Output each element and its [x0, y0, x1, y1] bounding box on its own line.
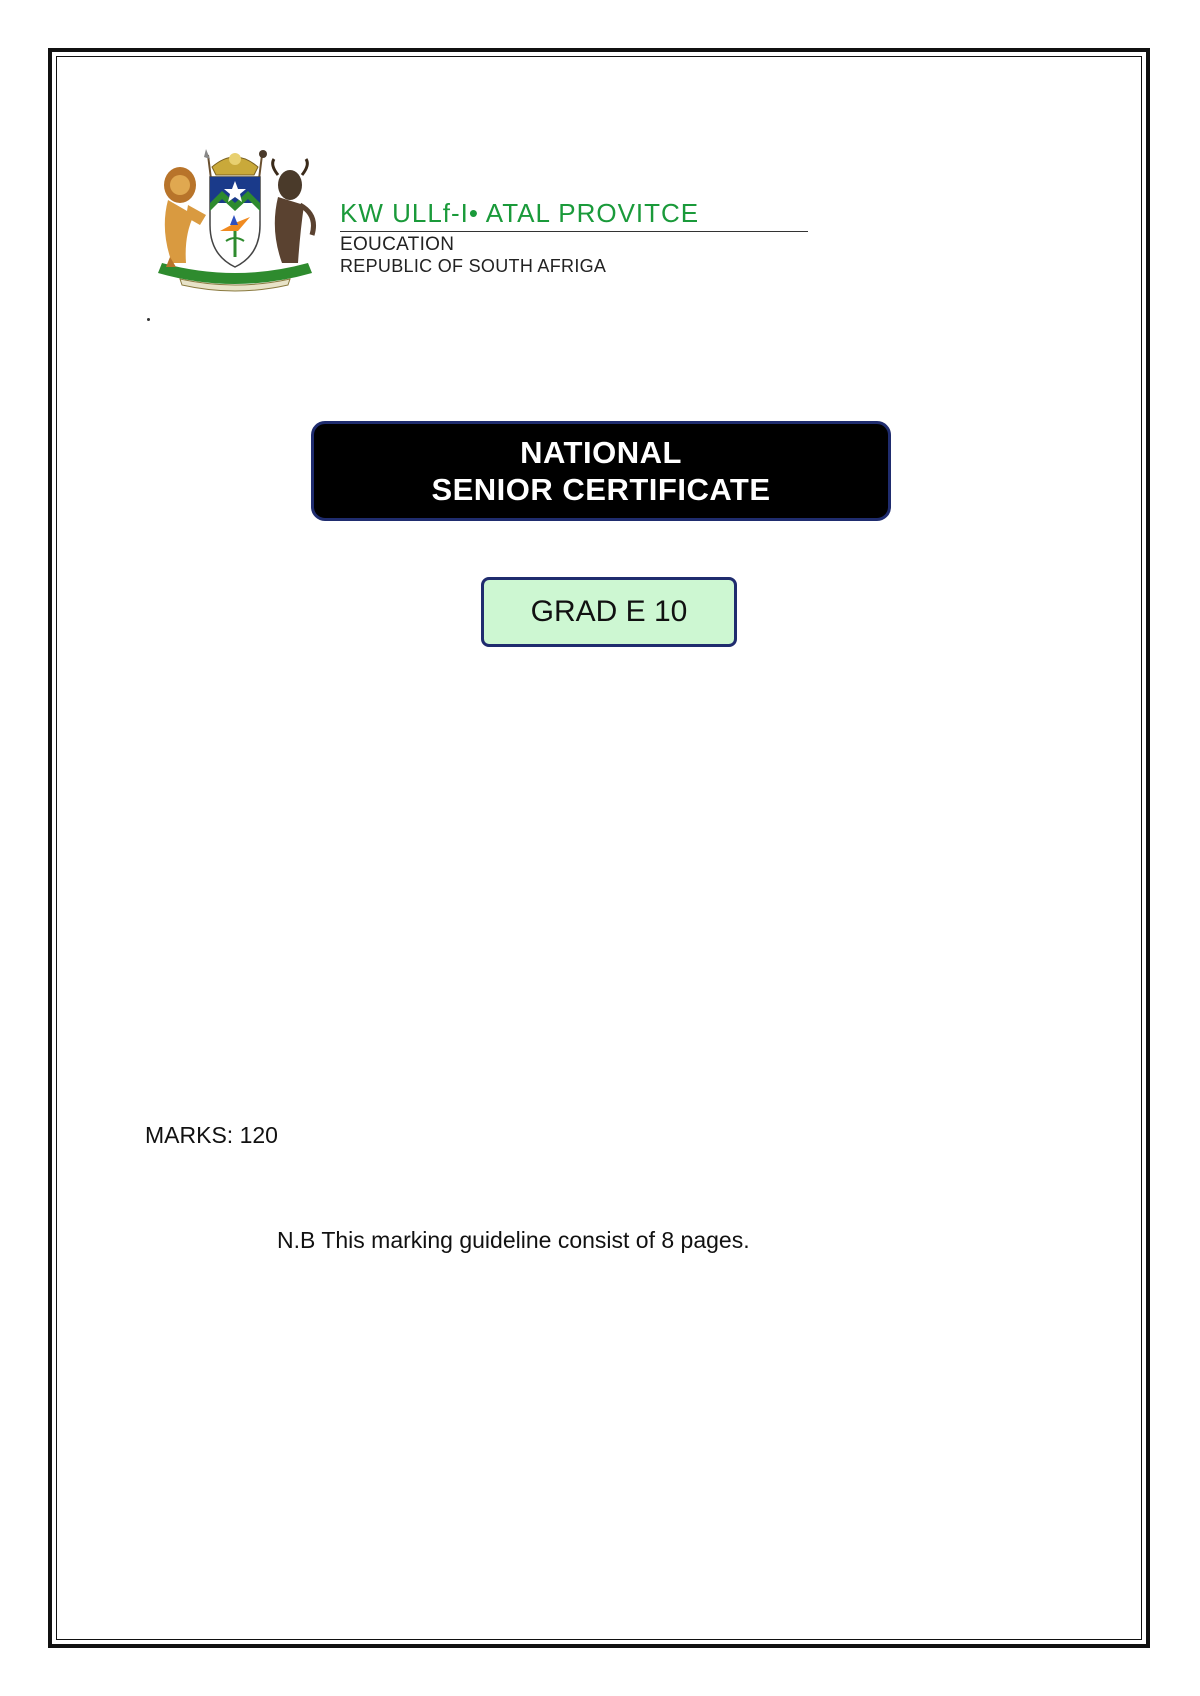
stray-mark	[147, 318, 150, 321]
certificate-title-box	[311, 421, 891, 521]
grade-label: GRAD E 10	[530, 595, 688, 628]
country-name: REPUBLIC OF SOUTH AFRIGA	[340, 256, 607, 276]
certificate-title-line1: NATIONAL	[520, 435, 682, 470]
province-title: KW ULLf-I• ATAL PROVITCE	[340, 198, 700, 228]
page-count-note: N.B This marking guideline consist of 8 pages.	[277, 1227, 750, 1253]
grade-box	[481, 577, 737, 647]
header-divider	[340, 231, 808, 232]
department-name: EOUCATION	[340, 234, 455, 255]
marks-total: MARKS: 120	[145, 1122, 278, 1148]
page-inner-border	[56, 56, 1142, 1640]
certificate-title-line2: SENIOR CERTIFICATE	[431, 472, 771, 507]
coat-of-arms-icon	[150, 145, 320, 293]
